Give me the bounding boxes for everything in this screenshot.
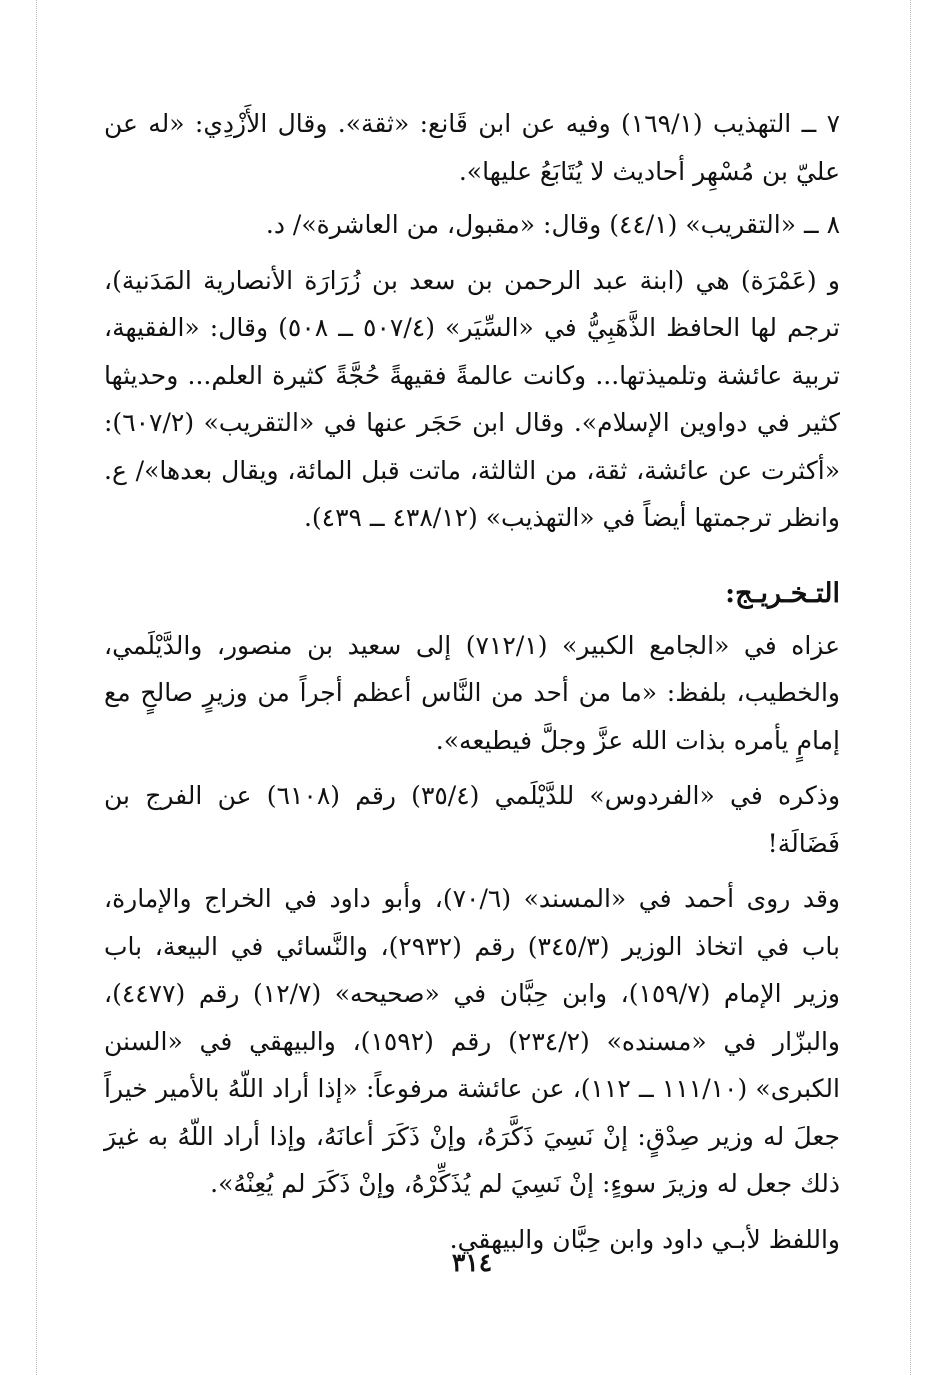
amra-biography-note: و (عَمْرَة) هي (ابنة عبد الرحمن بن سعد بن زُرَارَة الأنصارية المَدَنية)، ترجم لها الحافظ الذَّهَبِيُّ في «السِّيَر» (٥٠٧/٤ ــ ٥٠٨) وقال: «الفقيهة، تربية عائشة وتلميذتها... وكانت عالمةً فقيهةً حُجَّةً كثيرة العلم... وحديثها كثير في دواوين الإسلام». وقال ابن حَجَر عنها في «التقريب» (٦٠٧/٢): «أكثرت عن عائشة، ثقة، من الثالثة، ماتت قبل المائة، ويقال بعدها»/ ع. وانظر ترجمتها أيضاً في «التهذيب» (٤٣٨/١٢ ــ ٤٣٩). [104, 265, 840, 532]
takhrij-heading: التـخـريـج: [725, 578, 840, 609]
left-margin-line [36, 0, 37, 1375]
takhrij-paragraph-4: واللفظ لأبـي داود وابن حِبَّان والبيهقي. [449, 1224, 840, 1254]
takhrij-section [104, 570, 840, 1271]
takhrij-paragraph-2: وذكره في «الفردوس» للدَّيْلَمي (٣٥/٤) رقم (٦١٠٨) عن الفرج بن فَضَالَة! [104, 781, 841, 858]
footnote-7: ٧ ــ التهذيب (١٦٩/١) وفيه عن ابن قَانع: «ثقة». وقال الأَزْدِي: «له عن عليّ بن مُسْهِر أحاديث لا يُتَابَعُ عليها». [104, 109, 840, 186]
footnotes-section [104, 100, 840, 550]
footnote-8: ٨ ــ «التقريب» (٤٤/١) وقال: «مقبول، من العاشرة»/ د. [265, 210, 840, 239]
page-number: ٣١٤ [451, 1248, 493, 1277]
right-margin-line [910, 0, 911, 1375]
takhrij-paragraph-3: وقد روى أحمد في «المسند» (٧٠/٦)، وأبو داود في الخراج والإمارة، باب في اتخاذ الوزير (٣٤٥/٣) رقم (٢٩٣٢)، والنَّسائي في البيعة، باب وزير الإمام (١٥٩/٧)، وابن حِبَّان في «صحيحه» (١٢/٧) رقم (٤٤٧٧)، والبزّار في «مسنده» (٢٣٤/٢) رقم (١٥٩٢)، والبيهقي في «السنن الكبرى» (١١١/١٠ ــ ١١٢)، عن عائشة مرفوعاً: «إذا أراد اللّهُ بالأمير خيراً جعلَ له وزير صِدْقٍ: إنْ نَسِيَ ذَكَّرَهُ، وإنْ ذَكَرَ أعانَهُ، وإذا أراد اللّهُ به غيرَ ذلك جعل له وزيرَ سوءٍ: إنْ نَسِيَ لم يُذَكِّرْهُ، وإنْ ذَكَرَ لم يُعِنْهُ». [104, 884, 841, 1198]
takhrij-paragraph-1: عزاه في «الجامع الكبير» (٧١٢/١) إلى سعيد بن منصور، والدَّيْلَمي، والخطيب، بلفظ: «ما من أحد من النَّاس أعظم أجراً من وزيرٍ صالحٍ مع إمامٍ يأمره بذات الله عزَّ وجلَّ فيطيعه». [104, 630, 840, 755]
